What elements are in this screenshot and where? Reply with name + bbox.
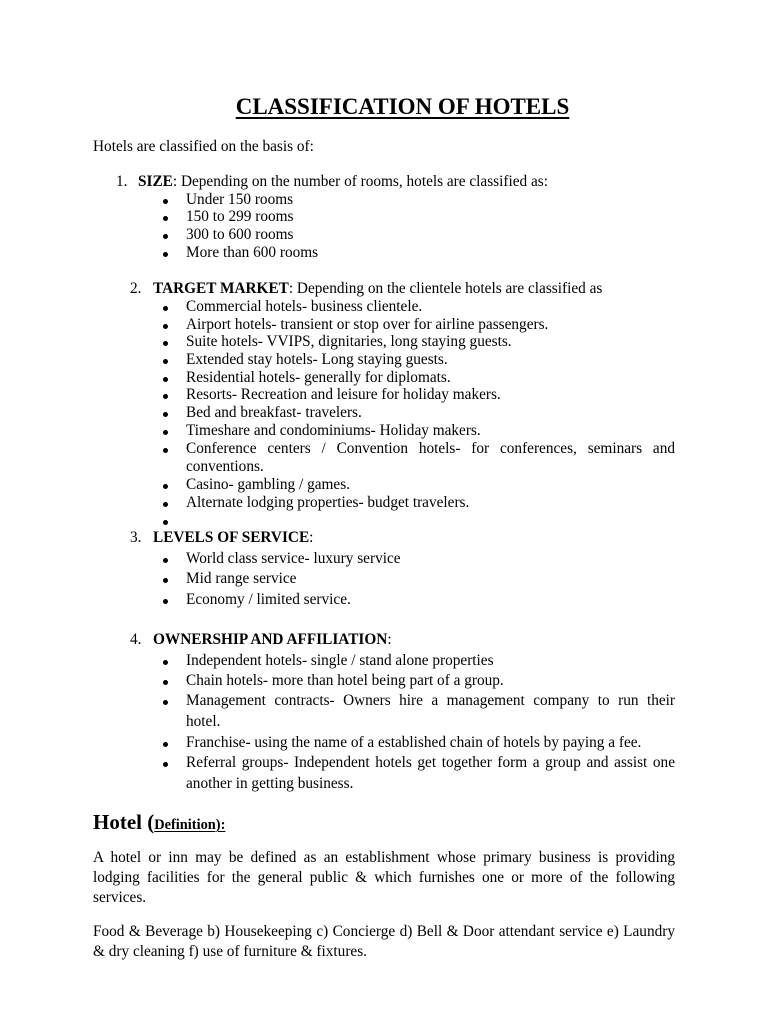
bullet-icon bbox=[163, 558, 168, 563]
bullet-icon bbox=[163, 520, 168, 525]
list-item-continuation: another in getting business. bbox=[186, 775, 354, 792]
list-item: Franchise- using the name of a established chain of hotels by paying a fee. bbox=[186, 734, 642, 751]
list-item: 300 to 600 rooms bbox=[186, 226, 294, 243]
bullet-icon bbox=[163, 306, 168, 311]
list-item: More than 600 rooms bbox=[186, 244, 319, 261]
bullet-icon bbox=[163, 762, 168, 767]
bullet-icon bbox=[163, 216, 168, 221]
list-item: World class service- luxury service bbox=[186, 550, 401, 567]
definition-heading-text: Hotel ( bbox=[93, 810, 155, 834]
list-item: Residential hotels- generally for diplomats. bbox=[186, 369, 451, 386]
list-item: Airport hotels- transient or stop over for airline passengers. bbox=[186, 316, 549, 333]
services-line: & dry cleaning f) use of furniture & fixtures. bbox=[93, 943, 367, 960]
bullet-icon bbox=[163, 412, 168, 417]
section-number: 3. bbox=[130, 529, 142, 546]
definition-paragraph-line: lodging facilities for the general public & which furnishes one or more of the following bbox=[93, 869, 675, 886]
section-description: : Depending on the number of rooms, hotels are classified as: bbox=[172, 173, 548, 190]
bullet-icon bbox=[163, 502, 168, 507]
list-item: Under 150 rooms bbox=[186, 191, 294, 208]
list-item: Alternate lodging properties- budget travelers. bbox=[186, 494, 470, 511]
intro-text: Hotels are classified on the basis of: bbox=[93, 138, 314, 155]
bullet-icon bbox=[163, 660, 168, 665]
bullet-icon bbox=[163, 484, 168, 489]
list-item: Conference centers / Convention hotels- for conferences, seminars and bbox=[186, 440, 675, 457]
bullet-icon bbox=[163, 394, 168, 399]
list-item: Chain hotels- more than hotel being part of a group. bbox=[186, 672, 504, 689]
bullet-icon bbox=[163, 430, 168, 435]
section-number: 4. bbox=[130, 631, 142, 648]
section-description: : bbox=[387, 631, 392, 648]
bullet-icon bbox=[163, 252, 168, 257]
section-heading: TARGET MARKET bbox=[153, 280, 289, 297]
definition-paragraph-line: services. bbox=[93, 889, 147, 906]
bullet-icon bbox=[163, 377, 168, 382]
bullet-icon bbox=[163, 324, 168, 329]
section-description: : Depending on the clientele hotels are classified as bbox=[288, 280, 603, 297]
section-header bbox=[153, 529, 313, 547]
bullet-icon bbox=[163, 680, 168, 685]
definition-subheading: Definition): bbox=[154, 817, 226, 833]
list-item: Casino- gambling / games. bbox=[186, 476, 350, 493]
section-number: 1. bbox=[116, 173, 128, 190]
list-item: Resorts- Recreation and leisure for holiday makers. bbox=[186, 386, 501, 403]
section-header bbox=[153, 280, 602, 298]
list-item-continuation: hotel. bbox=[186, 713, 221, 730]
section-description: : bbox=[309, 529, 314, 546]
bullet-icon bbox=[163, 742, 168, 747]
list-item: Extended stay hotels- Long staying guests. bbox=[186, 351, 448, 368]
list-item: Mid range service bbox=[186, 570, 297, 587]
services-line: Food & Beverage b) Housekeeping c) Concierge d) Bell & Door attendant service e) Laundry bbox=[93, 923, 675, 940]
section-heading: LEVELS OF SERVICE bbox=[153, 529, 310, 546]
list-item: Timeshare and condominiums- Holiday makers. bbox=[186, 422, 481, 439]
list-item: Independent hotels- single / stand alone properties bbox=[186, 652, 494, 669]
section-header bbox=[138, 173, 548, 191]
list-item: Bed and breakfast- travelers. bbox=[186, 404, 362, 421]
section-number: 2. bbox=[130, 280, 142, 297]
list-item: Suite hotels- VVIPS, dignitaries, long staying guests. bbox=[186, 333, 512, 350]
list-item: 150 to 299 rooms bbox=[186, 208, 294, 225]
section-heading: SIZE bbox=[138, 173, 173, 190]
bullet-icon bbox=[163, 578, 168, 583]
section-header bbox=[153, 631, 392, 649]
list-item-continuation: conventions. bbox=[186, 458, 264, 475]
list-item: Commercial hotels- business clientele. bbox=[186, 298, 423, 315]
page-title: CLASSIFICATION OF HOTELS bbox=[235, 94, 570, 119]
definition-heading bbox=[93, 810, 225, 837]
bullet-icon bbox=[163, 700, 168, 705]
bullet-icon bbox=[163, 448, 168, 453]
bullet-icon bbox=[163, 199, 168, 204]
bullet-icon bbox=[163, 234, 168, 239]
list-item: Management contracts- Owners hire a management company to run their bbox=[186, 692, 675, 709]
section-heading: OWNERSHIP AND AFFILIATION bbox=[153, 631, 388, 648]
list-item: Referral groups- Independent hotels get together form a group and assist one bbox=[186, 754, 675, 771]
bullet-icon bbox=[163, 341, 168, 346]
list-item: Economy / limited service. bbox=[186, 591, 351, 608]
definition-paragraph-line: A hotel or inn may be defined as an establishment whose primary business is providing bbox=[93, 849, 675, 866]
bullet-icon bbox=[163, 359, 168, 364]
bullet-icon bbox=[163, 599, 168, 604]
